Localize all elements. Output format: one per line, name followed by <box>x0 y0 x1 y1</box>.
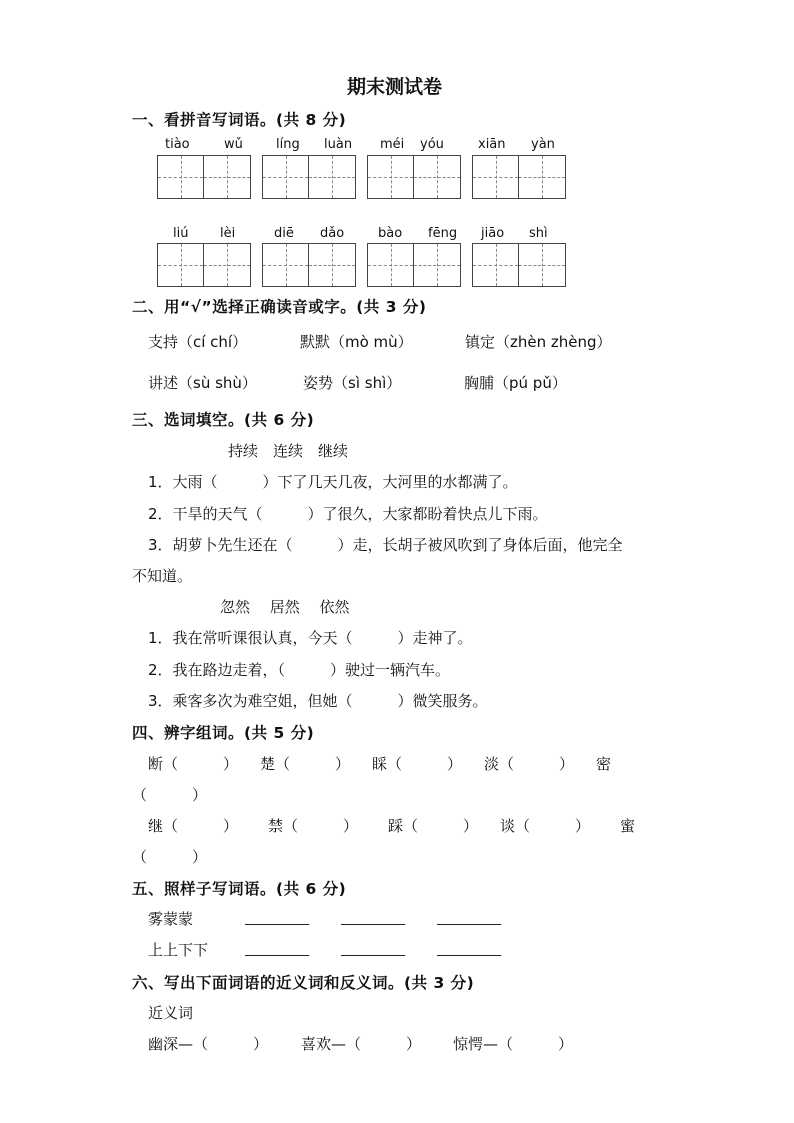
page-title: 期末测试卷 <box>347 76 443 98</box>
writing-grid[interactable] <box>472 243 566 287</box>
pinyin-label: yàn <box>531 137 555 152</box>
char-compare-item: 蜜 <box>620 817 636 835</box>
pinyin-label: yóu <box>420 137 444 152</box>
writing-grid[interactable] <box>157 155 251 199</box>
char-compare-item[interactable]: 踩（ ） <box>388 817 479 835</box>
pinyin-label: bào <box>378 226 403 241</box>
fill-blank-question-cont: 不知道。 <box>132 567 193 585</box>
synonym-item[interactable]: 惊愕—（ ） <box>453 1035 574 1053</box>
answer-line[interactable] <box>341 924 405 925</box>
char-compare-item[interactable]: 禁（ ） <box>268 817 359 835</box>
fill-blank-question[interactable]: 1．我在常听课很认真，今天（ ）走神了。 <box>148 629 473 647</box>
pinyin-label: tiào <box>165 137 190 152</box>
section-4-heading: 四、辨字组词。(共 5 分) <box>132 724 315 742</box>
pinyin-label: wǔ <box>224 137 243 152</box>
pronunciation-choice[interactable]: 镇定（zhèn zhèng） <box>465 333 612 351</box>
writing-grid[interactable] <box>367 155 461 199</box>
subsection-label: 近义词 <box>148 1004 194 1022</box>
synonym-item[interactable]: 喜欢—（ ） <box>301 1035 422 1053</box>
pronunciation-choice[interactable]: 支持（cí chí） <box>148 333 248 351</box>
char-compare-item[interactable]: 淡（ ） <box>484 755 575 773</box>
answer-line[interactable] <box>437 955 501 956</box>
pronunciation-choice[interactable]: 胸脯（pú pǔ） <box>464 374 567 392</box>
char-compare-item[interactable]: 睬（ ） <box>372 755 463 773</box>
char-compare-blank[interactable]: （ ） <box>132 786 208 804</box>
writing-grid[interactable] <box>157 243 251 287</box>
char-compare-item[interactable]: 继（ ） <box>148 817 239 835</box>
pinyin-label: liú <box>173 226 189 241</box>
pinyin-label: fēng <box>428 226 458 241</box>
section-6-heading: 六、写出下面词语的近义词和反义词。(共 3 分) <box>132 974 475 992</box>
section-2-heading: 二、用“√”选择正确读音或字。(共 3 分) <box>132 298 427 316</box>
fill-blank-question[interactable]: 1．大雨（ ）下了几天几夜，大河里的水都满了。 <box>148 473 518 491</box>
pinyin-label: xiān <box>478 137 506 152</box>
pinyin-label: shì <box>529 226 548 241</box>
pronunciation-choice[interactable]: 默默（mò mù） <box>300 333 413 351</box>
section-3-heading: 三、选词填空。(共 6 分) <box>132 411 315 429</box>
fill-blank-question[interactable]: 2．我在路边走着，（ ）驶过一辆汽车。 <box>148 661 451 679</box>
fill-blank-question[interactable]: 3．胡萝卜先生还在（ ）走，长胡子被风吹到了身体后面，他完全 <box>148 536 623 554</box>
writing-grid[interactable] <box>262 243 356 287</box>
answer-line[interactable] <box>437 924 501 925</box>
example-word: 上上下下 <box>148 941 209 959</box>
synonym-item[interactable]: 幽深—（ ） <box>148 1035 269 1053</box>
pinyin-label: lèi <box>220 226 236 241</box>
pinyin-label: jiāo <box>481 226 505 241</box>
char-compare-item[interactable]: 楚（ ） <box>260 755 351 773</box>
pronunciation-choice[interactable]: 姿势（sì shì） <box>303 374 402 392</box>
writing-grid[interactable] <box>367 243 461 287</box>
word-bank: 忽然 居然 依然 <box>220 598 350 616</box>
writing-grid[interactable] <box>472 155 566 199</box>
pronunciation-choice[interactable]: 讲述（sù shù） <box>148 374 257 392</box>
answer-line[interactable] <box>341 955 405 956</box>
char-compare-item[interactable]: 谈（ ） <box>500 817 591 835</box>
pinyin-label: líng <box>276 137 300 152</box>
pinyin-label: luàn <box>324 137 353 152</box>
section-1-heading: 一、看拼音写词语。(共 8 分) <box>132 111 347 129</box>
char-compare-blank[interactable]: （ ） <box>132 848 208 866</box>
answer-line[interactable] <box>245 955 309 956</box>
section-5-heading: 五、照样子写词语。(共 6 分) <box>132 880 347 898</box>
char-compare-item: 密 <box>596 755 612 773</box>
pinyin-label: méi <box>380 137 405 152</box>
pinyin-label: dǎo <box>320 226 345 241</box>
fill-blank-question[interactable]: 2．干旱的天气（ ）了很久，大家都盼着快点儿下雨。 <box>148 505 548 523</box>
pinyin-label: diē <box>274 226 294 241</box>
fill-blank-question[interactable]: 3．乘客多次为难空姐，但她（ ）微笑服务。 <box>148 692 488 710</box>
example-word: 雾蒙蒙 <box>148 910 194 928</box>
char-compare-item[interactable]: 断（ ） <box>148 755 239 773</box>
writing-grid[interactable] <box>262 155 356 199</box>
word-bank: 持续 连续 继续 <box>228 442 349 460</box>
answer-line[interactable] <box>245 924 309 925</box>
